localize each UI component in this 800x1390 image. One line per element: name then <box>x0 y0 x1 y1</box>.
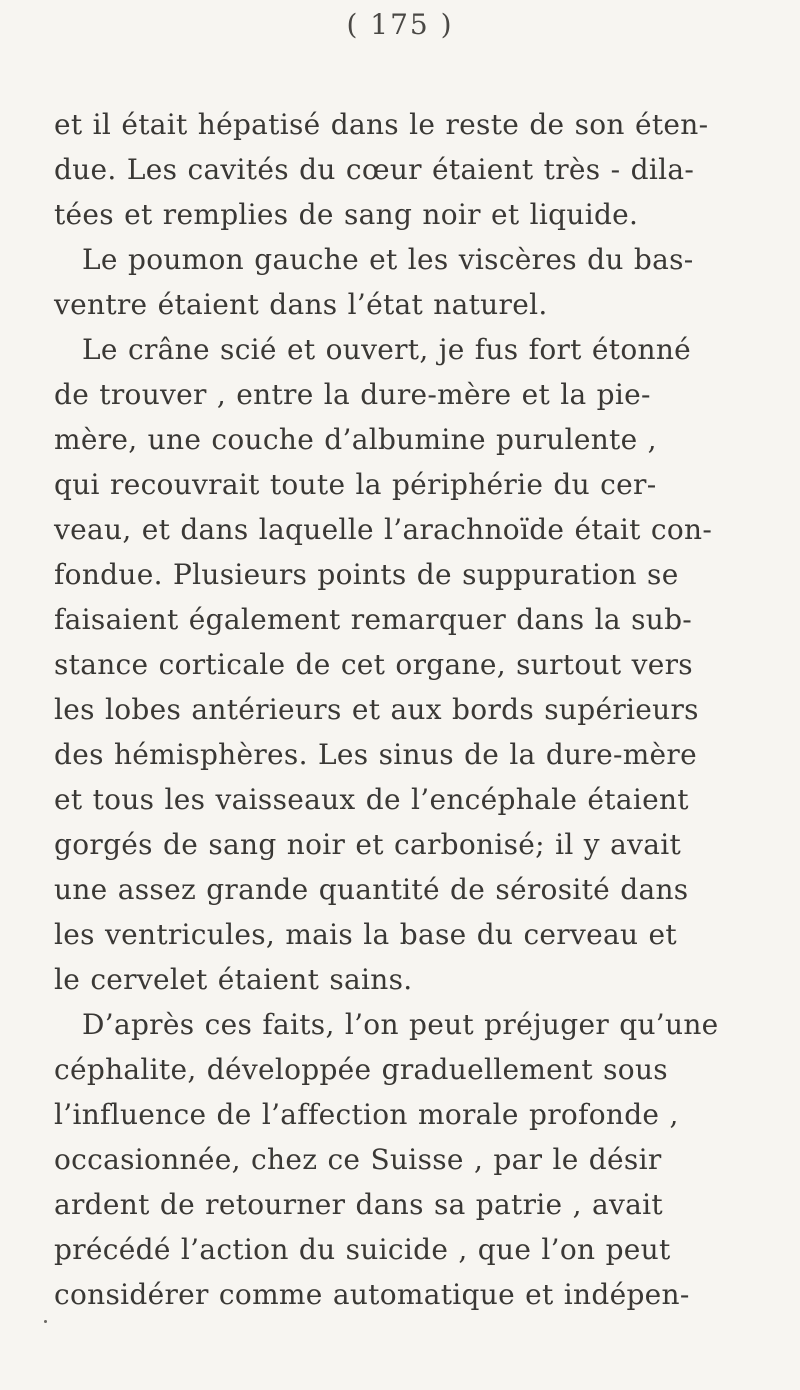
text-line: précédé l’action du suicide , que l’on peut <box>54 1233 671 1266</box>
text-line: veau, et dans laquelle l’arachnoïde était con- <box>54 513 713 546</box>
text-line: le cervelet étaient sains. <box>54 963 413 996</box>
text-line: une assez grande quantité de sérosité dans <box>54 873 689 906</box>
text-line: tées et remplies de sang noir et liquide. <box>54 198 639 231</box>
text-line: gorgés de sang noir et carbonisé; il y avait <box>54 828 682 861</box>
text-line: les lobes antérieurs et aux bords supérieurs <box>54 693 699 726</box>
text-line: les ventricules, mais la base du cerveau et <box>54 918 677 951</box>
text-line: stance corticale de cet organe, surtout vers <box>54 648 693 681</box>
text-line: et il était hépatisé dans le reste de son éten- <box>54 108 709 141</box>
text-line: ventre étaient dans l’état naturel. <box>54 288 548 321</box>
text-line: de trouver , entre la dure-mère et la pie- <box>54 378 651 411</box>
text-line: qui recouvrait toute la périphérie du cer- <box>54 468 657 501</box>
text-line: mère, une couche d’albumine purulente , <box>54 423 657 456</box>
text-line: des hémisphères. Les sinus de la dure-mère <box>54 738 697 771</box>
text-line: fondue. Plusieurs points de suppuration se <box>54 558 679 591</box>
page-number: ( 175 ) <box>346 8 454 41</box>
text-line: et tous les vaisseaux de l’encéphale étaient <box>54 783 689 816</box>
text-line: occasionnée, chez ce Suisse , par le désir <box>54 1143 662 1176</box>
text-line: considérer comme automatique et indépen- <box>54 1278 690 1311</box>
text-line: céphalite, développée graduellement sous <box>54 1053 668 1086</box>
text-line: l’influence de l’affection morale profonde , <box>54 1098 679 1131</box>
text-line: Le poumon gauche et les viscères du bas- <box>82 243 694 276</box>
text-line: faisaient également remarquer dans la sub- <box>54 603 693 636</box>
text-line: ardent de retourner dans sa patrie , avait <box>54 1188 663 1221</box>
paper-speck <box>44 1320 47 1323</box>
text-line: D’après ces faits, l’on peut préjuger qu’une <box>82 1008 719 1041</box>
text-line: due. Les cavités du cœur étaient très - dila- <box>54 153 695 186</box>
text-line: Le crâne scié et ouvert, je fus fort étonné <box>82 333 692 366</box>
